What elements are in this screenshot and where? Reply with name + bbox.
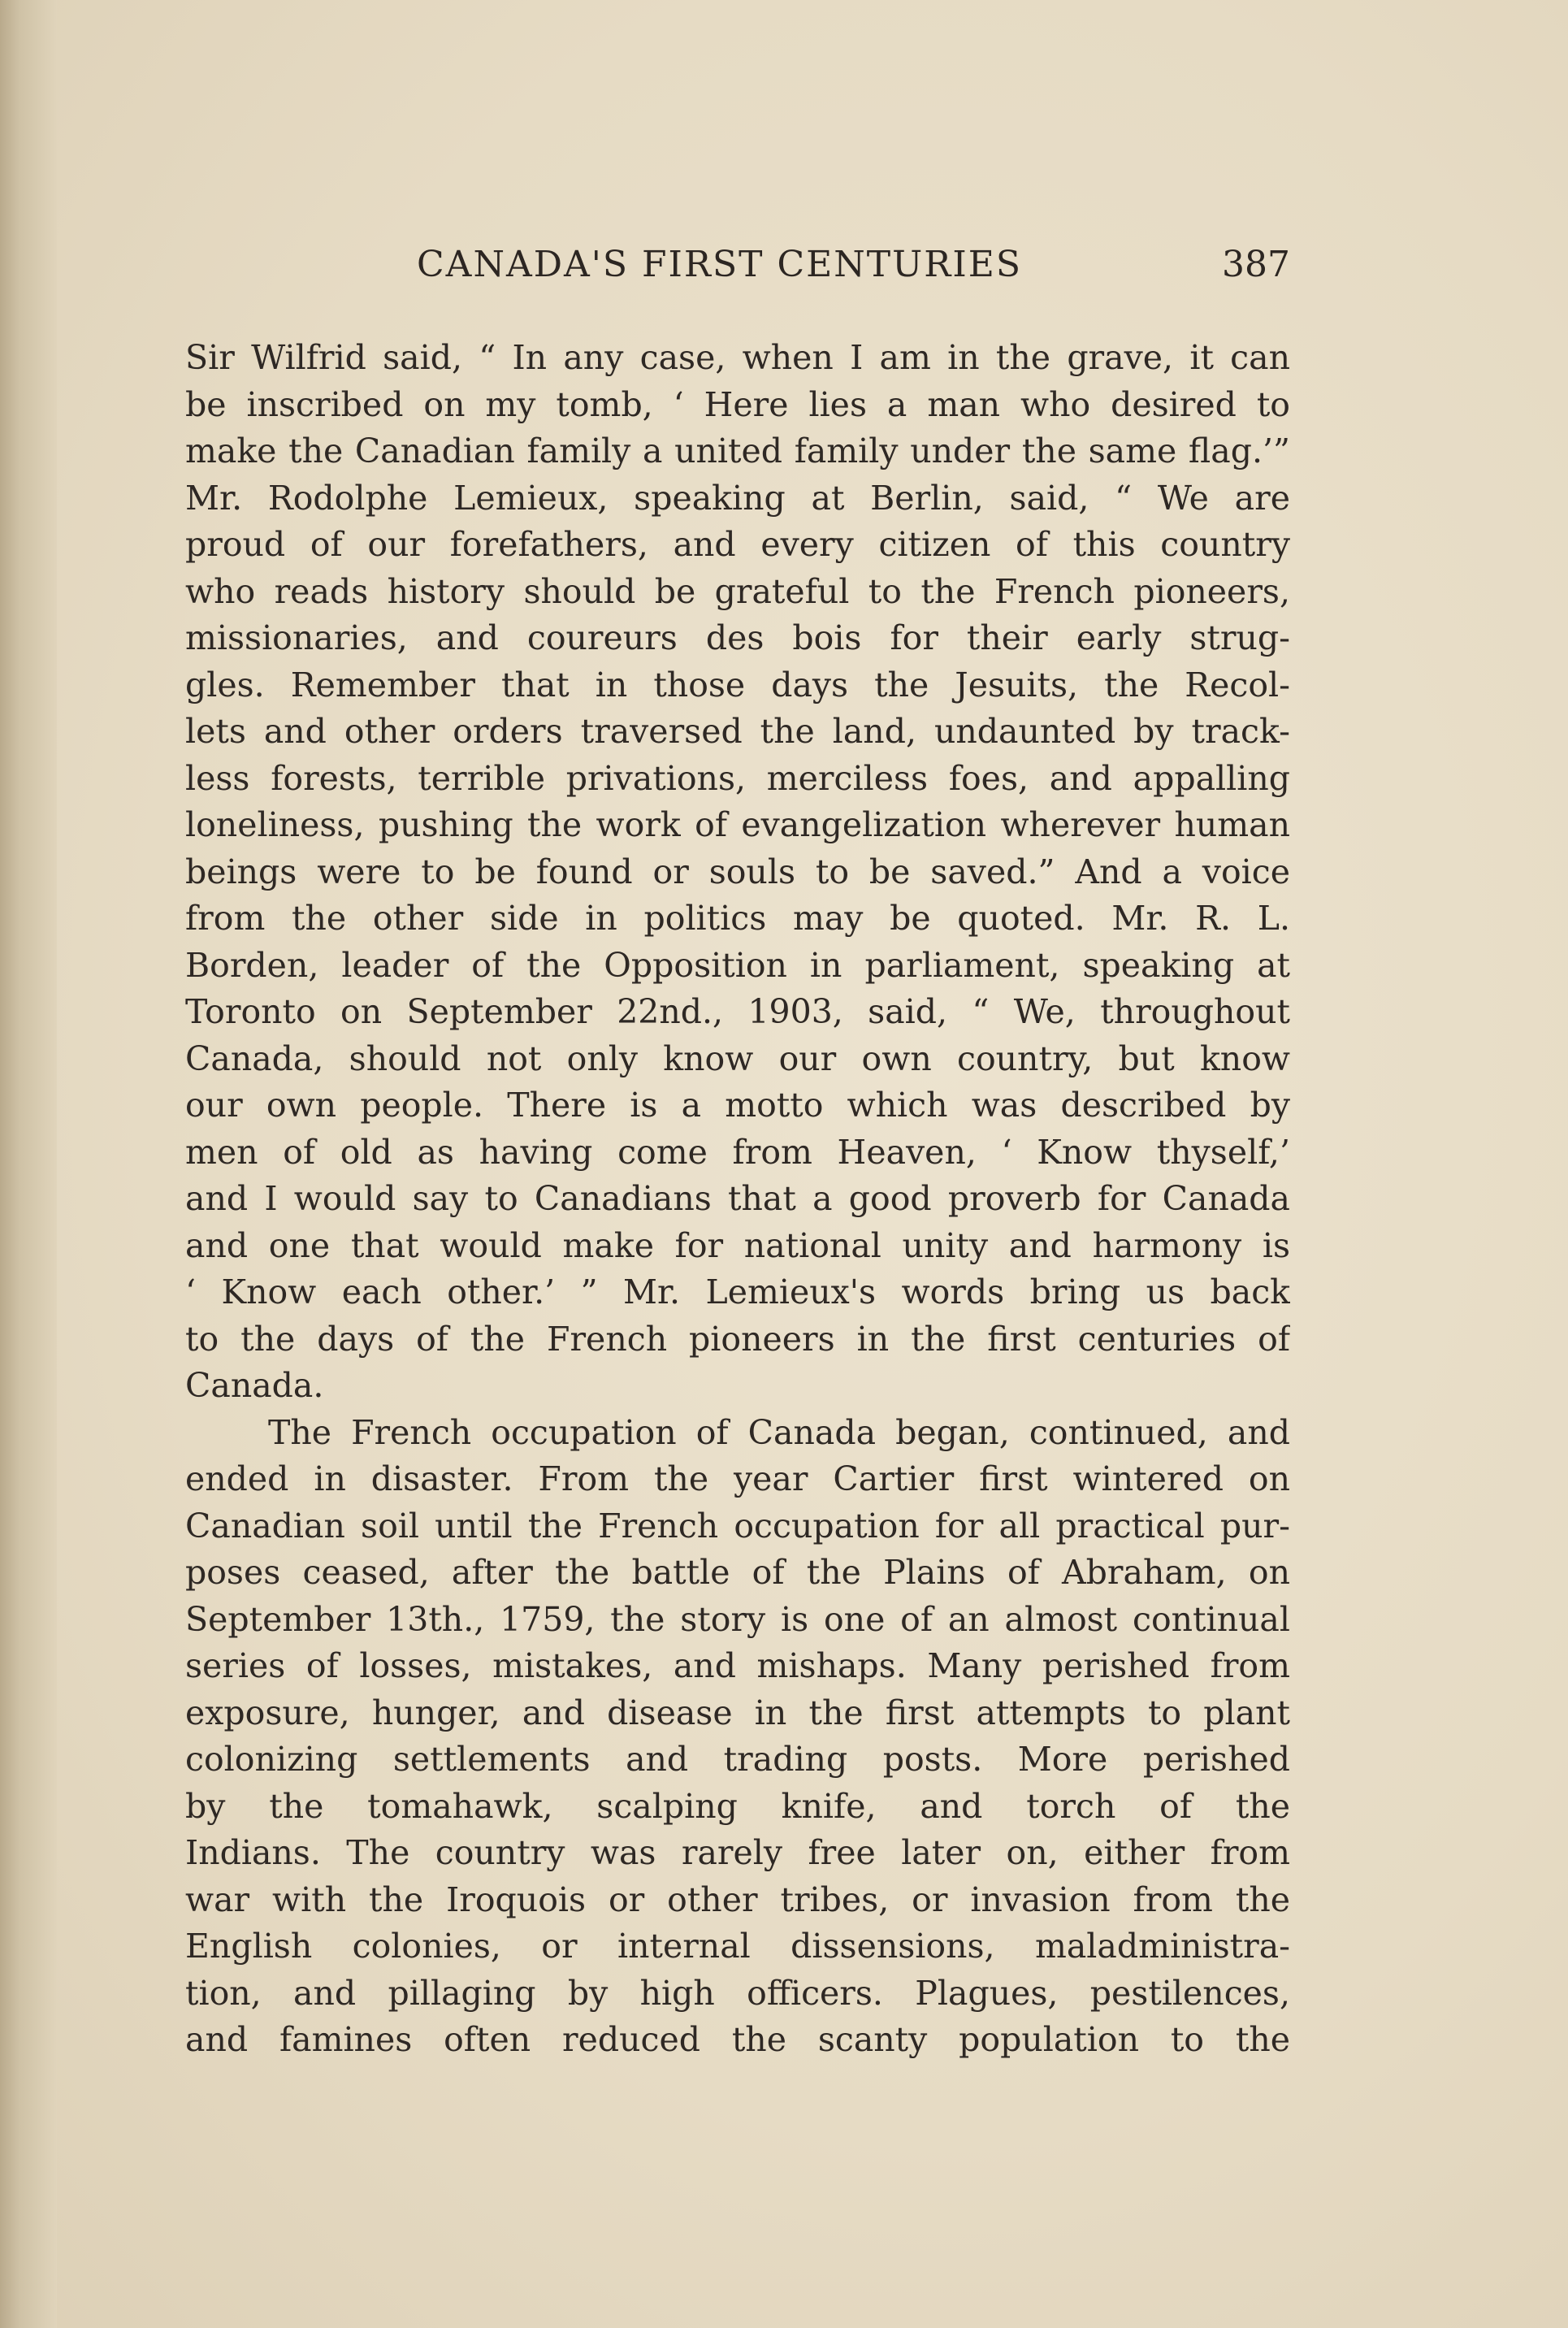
text-line: men of old as having come from Heaven, ‘ Know thyself,’ [185, 1132, 1290, 1172]
text-line: ‘ Know each other.’ ” Mr. Lemieux's words bring us back [185, 1272, 1290, 1311]
body-text [185, 335, 1290, 2064]
text-line: tion, and pillaging by high officers. Plagues, pestilences, [185, 1973, 1290, 2013]
text-line: to the days of the French pioneers in the first centuries of [185, 1319, 1290, 1359]
text-line: Canadian soil until the French occupation for all practical pur- [185, 1506, 1290, 1545]
text-line: Canada. [185, 1366, 324, 1405]
page-gutter-shadow [0, 0, 57, 2328]
text-line: beings were to be found or souls to be saved.” And a voice [185, 852, 1290, 891]
text-line: English colonies, or internal dissensions, maladministra- [185, 1927, 1290, 1966]
text-line: and I would say to Canadians that a good proverb for Canada [185, 1179, 1290, 1218]
text-line: ended in disaster. From the year Cartier first wintered on [185, 1459, 1290, 1498]
text-line: less forests, terrible privations, merciless foes, and appalling [185, 758, 1290, 798]
text-line: by the tomahawk, scalping knife, and torch of the [185, 1786, 1290, 1826]
running-title: CANADA'S FIRST CENTURIES [417, 244, 1022, 285]
page-number: 387 [1222, 244, 1290, 285]
text-line: proud of our forefathers, and every citizen of this country [185, 525, 1290, 564]
text-line: Canada, should not only know our own country, but know [185, 1038, 1290, 1078]
text-line: who reads history should be grateful to the French pioneers, [185, 571, 1290, 611]
text-line: September 13th., 1759, the story is one of an almost continual [185, 1599, 1290, 1639]
text-line: from the other side in politics may be quoted. Mr. R. L. [185, 899, 1290, 938]
running-header [185, 244, 1290, 309]
text-line: loneliness, pushing the work of evangelization wherever human [185, 805, 1290, 844]
text-line: missionaries, and coureurs des bois for their early strug- [185, 618, 1290, 657]
text-line: be inscribed on my tomb, ‘ Here lies a man who desired to [185, 384, 1290, 424]
text-line: Sir Wilfrid said, “ In any case, when I am in the grave, it can [185, 338, 1290, 377]
text-line: series of losses, mistakes, and mishaps. Many perished from [185, 1646, 1290, 1685]
text-line: our own people. There is a motto which was described by [185, 1086, 1290, 1125]
text-line: exposure, hunger, and disease in the first attempts to plant [185, 1693, 1290, 1732]
text-line: Borden, leader of the Opposition in parliament, speaking at [185, 945, 1290, 985]
text-line: gles. Remember that in those days the Jesuits, the Recol- [185, 665, 1290, 704]
text-line: Mr. Rodolphe Lemieux, speaking at Berlin, said, “ We are [185, 478, 1290, 518]
text-line: Indians. The country was rarely free later on, either from [185, 1833, 1290, 1872]
text-line: make the Canadian family a united family under the same flag.’” [185, 431, 1290, 470]
text-line: poses ceased, after the battle of the Plains of Abraham, on [185, 1553, 1290, 1592]
text-line: war with the Iroquois or other tribes, or invasion from the [185, 1879, 1290, 1919]
text-line: and famines often reduced the scanty population to the [185, 2020, 1290, 2059]
text-line: Toronto on September 22nd., 1903, said, “ We, throughout [185, 992, 1290, 1031]
text-line: and one that would make for national unity and harmony is [185, 1225, 1290, 1265]
text-line: The French occupation of Canada began, continued, and [268, 1412, 1290, 1452]
text-line: colonizing settlements and trading posts. More perished [185, 1740, 1290, 1779]
text-line: lets and other orders traversed the land, undaunted by track- [185, 712, 1290, 751]
